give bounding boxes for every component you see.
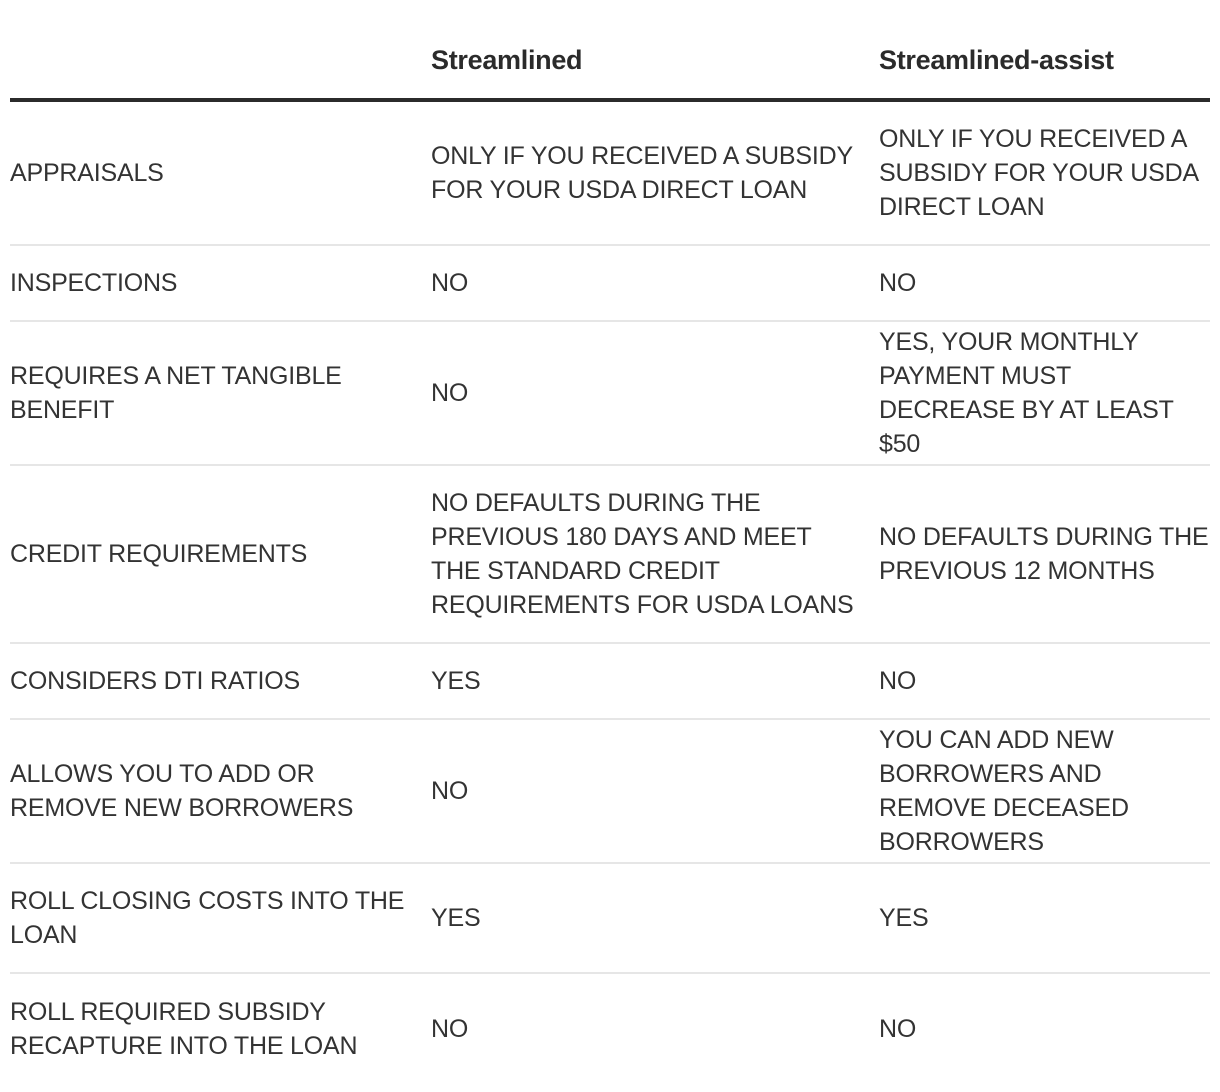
streamlined-value: YES xyxy=(431,904,481,932)
row-label: CONSIDERS DTI RATIOS xyxy=(10,667,301,695)
assist-value: YES xyxy=(879,904,929,932)
assist-value: NO xyxy=(879,269,917,297)
assist-value: YOU CAN ADD NEW BORROWERS AND REMOVE DECEASED BORROWERS xyxy=(879,726,1129,856)
streamlined-value: YES xyxy=(431,667,481,695)
streamlined-value: NO xyxy=(431,1015,469,1043)
row-label: REQUIRES A NET TANGIBLE BENEFIT xyxy=(10,362,342,424)
row-label: ALLOWS YOU TO ADD OR REMOVE NEW BORROWERS xyxy=(10,760,354,822)
row-label: ROLL CLOSING COSTS INTO THE LOAN xyxy=(10,887,405,949)
assist-value: YES, YOUR MONTHLY PAYMENT MUST DECREASE BY AT LEAST $50 xyxy=(879,328,1174,458)
table-row xyxy=(10,864,1210,974)
row-label: ROLL REQUIRED SUBSIDY RECAPTURE INTO THE LOAN xyxy=(10,998,358,1060)
table-row xyxy=(10,322,1210,466)
table-header-row xyxy=(10,0,1210,102)
assist-value: NO xyxy=(879,1015,917,1043)
streamlined-value: NO xyxy=(431,379,469,407)
table-row xyxy=(10,466,1210,644)
streamlined-value: ONLY IF YOU RECEIVED A SUBSIDY FOR YOUR USDA DIRECT LOAN xyxy=(431,142,853,204)
table-row xyxy=(10,720,1210,864)
assist-value: ONLY IF YOU RECEIVED A SUBSIDY FOR YOUR USDA DIRECT LOAN xyxy=(879,125,1198,221)
table-row xyxy=(10,102,1210,246)
header-streamlined-assist: Streamlined-assist xyxy=(879,45,1114,75)
table-row xyxy=(10,644,1210,720)
streamlined-value: NO xyxy=(431,269,469,297)
row-label: INSPECTIONS xyxy=(10,269,178,297)
row-label: CREDIT REQUIREMENTS xyxy=(10,540,308,568)
table-row xyxy=(10,974,1210,1084)
assist-value: NO DEFAULTS DURING THE PREVIOUS 12 MONTHS xyxy=(879,523,1209,585)
streamlined-value: NO xyxy=(431,777,469,805)
comparison-table xyxy=(10,0,1210,1084)
header-empty-cell xyxy=(10,0,431,98)
header-streamlined: Streamlined xyxy=(431,45,583,75)
assist-value: NO xyxy=(879,667,917,695)
table-row xyxy=(10,246,1210,322)
streamlined-value: NO DEFAULTS DURING THE PREVIOUS 180 DAYS AND MEET THE STANDARD CREDIT REQUIREMENTS FOR USDA LOANS xyxy=(431,489,854,619)
row-label: APPRAISALS xyxy=(10,159,164,187)
